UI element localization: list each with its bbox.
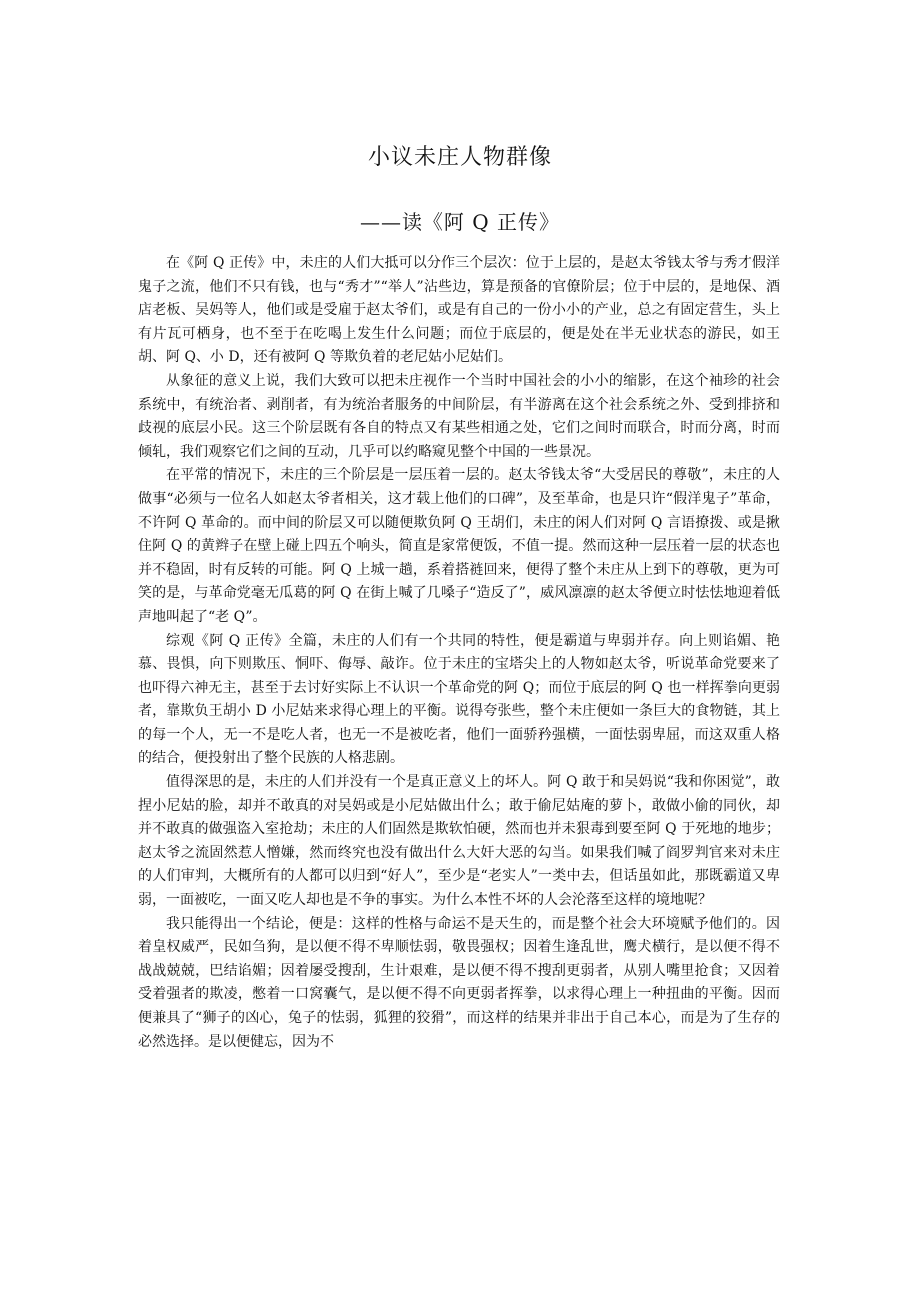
document-body [138,252,780,1054]
paragraph: 综观《阿 Q 正传》全篇，未庄的人们有一个共同的特性，便是霸道与卑弱并存。向上则谄媚、艳慕、畏惧，向下则欺压、恫吓、侮辱、敲诈。位于未庄的宝塔尖上的人物如赵太爷，听说革命党要来了也吓得六神无主，甚至于去讨好实际上不认识一个革命党的阿 Q；而位于底层的阿 Q 也一样挥拳向更弱者，靠欺负王胡小 D 小尼姑来求得心理上的平衡。说得夸张些，整个未庄便如一条巨大的食物链，其上的每一个人，无一不是吃人者，也无一不是被吃者，他们一面骄矜强横，一面怯弱卑屈，而这双重人格的结合，便投射出了整个民族的人格悲剧。 [138,632,780,767]
paragraph: 我只能得出一个结论，便是：这样的性格与命运不是天生的，而是整个社会大环境赋予他们的。因着皇权威严，民如刍狗，是以便不得不卑顺怯弱，敬畏强权；因着生逢乱世，鹰犬横行，是以便不得不战战兢兢，巴结谄媚；因着屡受搜刮，生计艰难，是以便不得不搜刮更弱者，从别人嘴里抢食；又因着受着强者的欺凌，憋着一口窝囊气，是以便不得不向更弱者挥拳，以求得心理上一种扭曲的平衡。因而便兼具了“狮子的凶心，兔子的怯弱，狐狸的狡猾”，而这样的结果并非出于自己本心，而是为了生存的必然选择。是以便健忘，因为不 [138,915,780,1050]
document-title: 小议未庄人物群像 [367,145,552,170]
paragraph: 在平常的情况下，未庄的三个阶层是一层压着一层的。赵太爷钱太爷“大受居民的尊敬”，未庄的人做事“必须与一位名人如赵太爷者相关，这才载上他们的口碑”，及至革命，也是只许“假洋鬼子”革命，不许阿 Q 革命的。而中间的阶层又可以随便欺负阿 Q 王胡们，未庄的闲人们对阿 Q 言语撩拨、或是揪住阿 Q 的黄辫子在壁上碰上四五个响头，简直是家常便饭，不值一提。然而这种一层压着一层的状态也并不稳固，时有反转的可能。阿 Q 上城一趟，系着搭裢回来，便得了整个未庄从上到下的尊敬，更为可笑的是，与革命党毫无瓜葛的阿 Q 在街上喊了几嗓子“造反了”，威风凛凛的赵太爷便立时怯怯地迎着低声地叫起了“老 Q”。 [138,467,780,625]
paragraph: 在《阿 Q 正传》中，未庄的人们大抵可以分作三个层次：位于上层的，是赵太爷钱太爷与秀才假洋鬼子之流，他们不只有钱，也与“秀才”“举人”沾些边，算是预备的官僚阶层；位于中层的，是地保、酒店老板、吴妈等人，他们或是受雇于赵太爷们，或是有自己的一份小小的产业，总之有固定营生，头上有片瓦可栖身，也不至于在吃喝上发生什么问题；而位于底层的，便是处在半无业状态的游民，如王胡、阿 Q、小 D，还有被阿 Q 等欺负着的老尼姑小尼姑们。 [138,255,780,366]
document-subtitle: ——读《阿 Q 正传》 [359,210,561,234]
paragraph: 值得深思的是，未庄的人们并没有一个是真正意义上的坏人。阿 Q 敢于和吴妈说“我和你困觉”，敢捏小尼姑的脸，却并不敢真的对吴妈或是小尼姑做出什么；敢于偷尼姑庵的萝卜，敢做小偷的同伙，却并不敢真的做强盗入室抢劫；未庄的人们固然是欺软怕硬，然而也并未狠毒到要至阿 Q 于死地的地步；赵太爷之流固然惹人憎嫌，然而终究也没有做出什么大奸大恶的勾当。如果我们喊了阎罗判官来对未庄的人们审判，大概所有的人都可以归到“好人”，至少是“老实人”一类中去，但话虽如此，那既霸道又卑弱，一面被吃，一面又吃人却也是不争的事实。为什么本性不坏的人会沦落至这样的境地呢？ [138,774,780,909]
paragraph: 从象征的意义上说，我们大致可以把未庄视作一个当时中国社会的小小的缩影，在这个袖珍的社会系统中，有统治者、剥削者，有为统治者服务的中间阶层，有半游离在这个社会系统之外、受到排挤和歧视的底层小民。这三个阶层既有各自的特点又有某些相通之处，它们之间时而联合，时而分离，时而倾轧，我们观察它们之间的互动，几乎可以约略窥见整个中国的一些景况。 [138,372,780,460]
